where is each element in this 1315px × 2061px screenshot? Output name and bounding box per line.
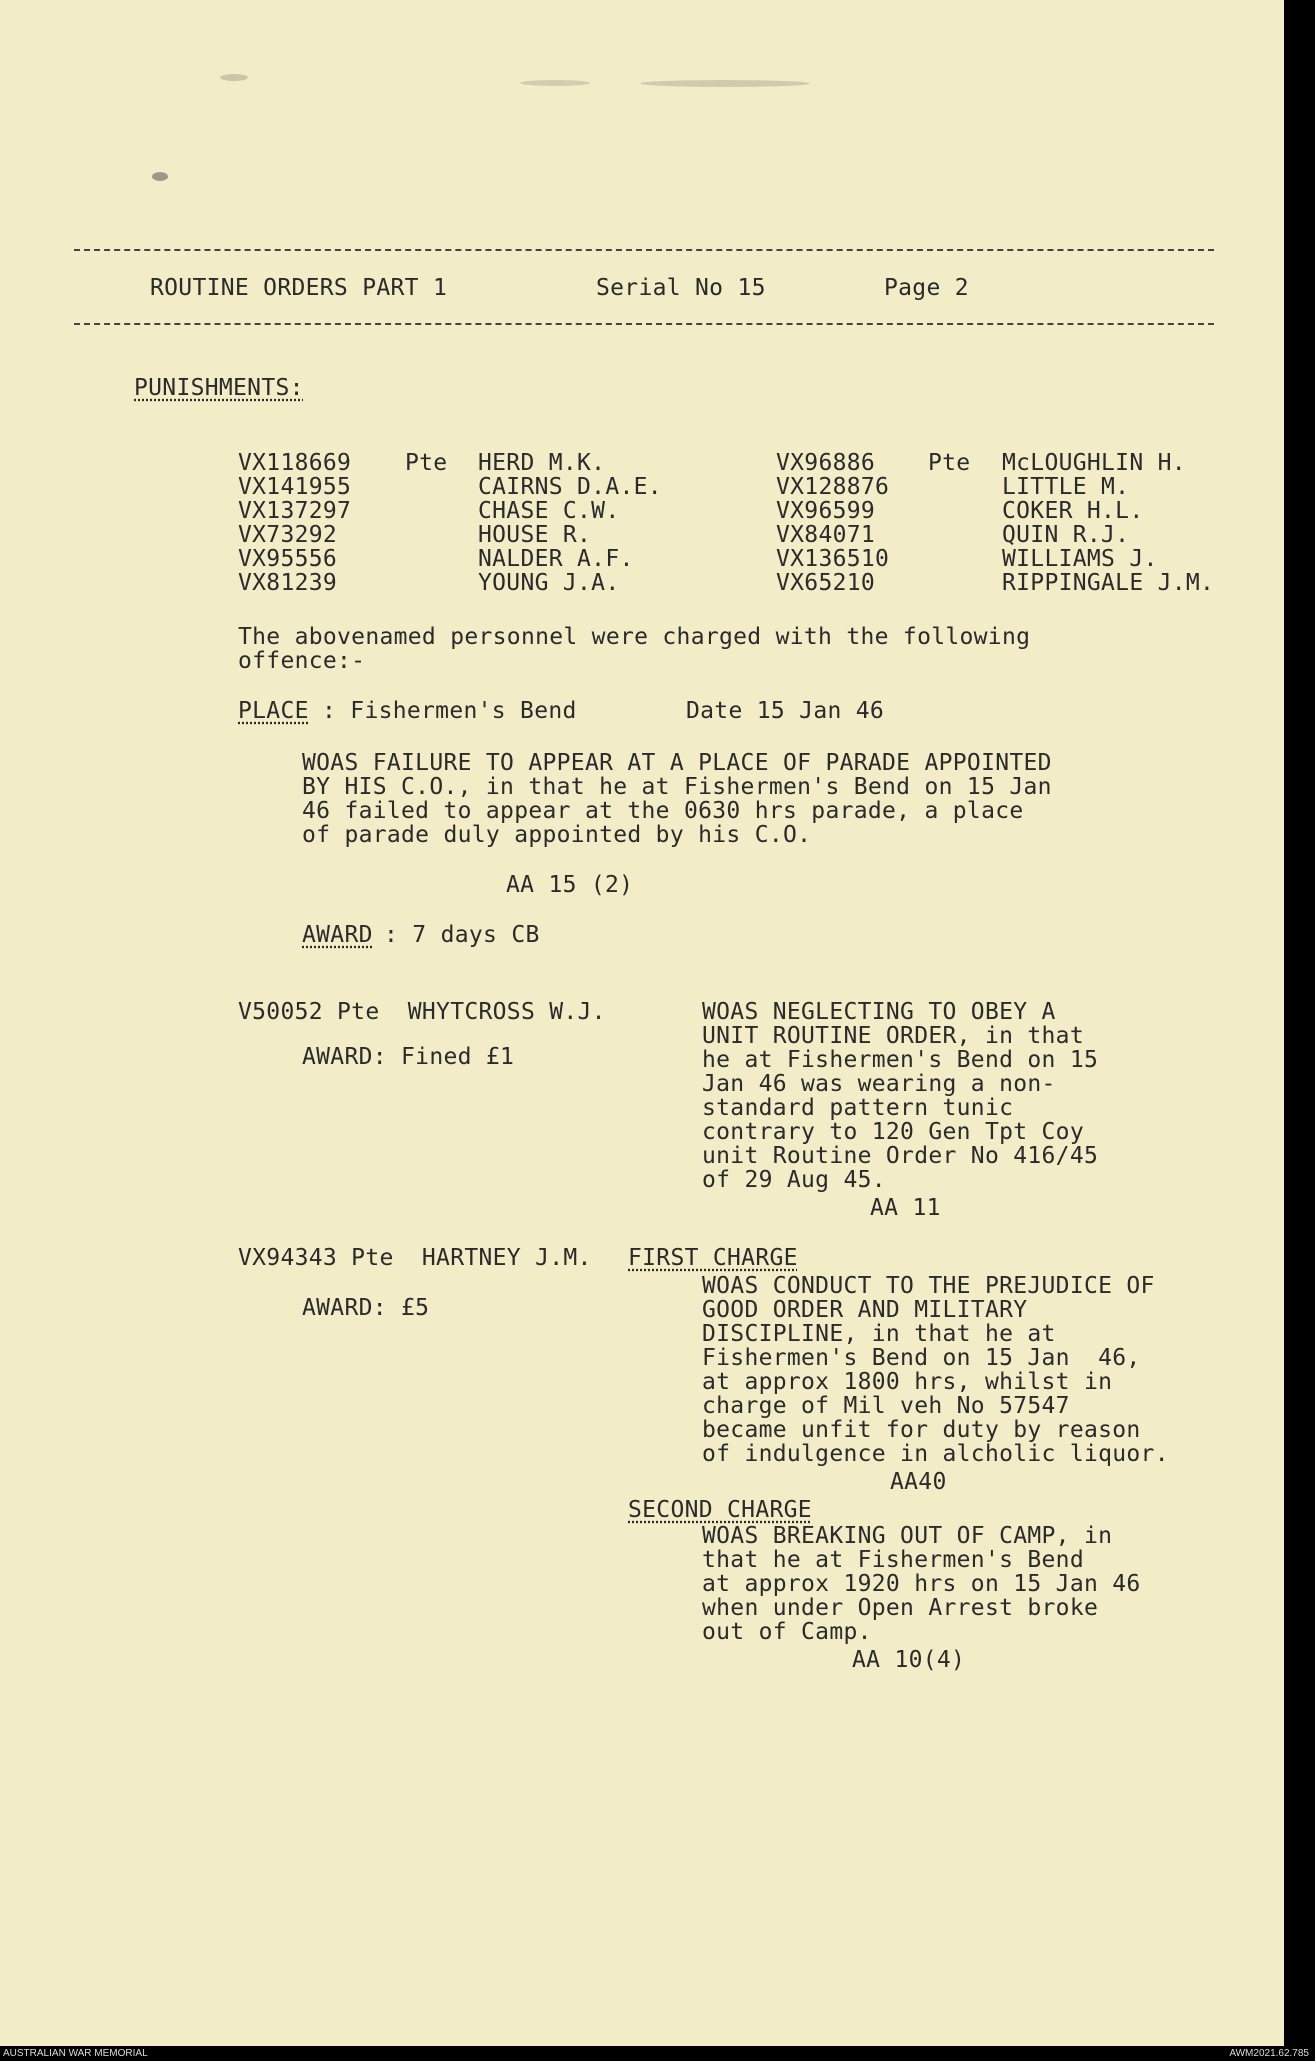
charge-line: standard pattern tunic bbox=[702, 1095, 1014, 1121]
charge-line: contrary to 120 Gen Tpt Coy bbox=[702, 1119, 1084, 1145]
offence-line: 46 failed to appear at the 0630 hrs parade, a place bbox=[302, 798, 1024, 824]
soldier-name: McLOUGHLIN H. bbox=[1002, 450, 1186, 476]
service-number: VX96599 bbox=[776, 498, 876, 524]
offence-date: Date 15 Jan 46 bbox=[686, 698, 885, 724]
army-act-reference: AA 10(4) bbox=[852, 1647, 966, 1673]
intro-line: The abovenamed personnel were charged with the following bbox=[238, 624, 1031, 650]
service-number: VX118669 bbox=[238, 450, 352, 476]
charge-line: GOOD ORDER AND MILITARY bbox=[702, 1297, 1028, 1323]
ink-smudge bbox=[520, 80, 590, 86]
soldier-name: QUIN R.J. bbox=[1002, 522, 1130, 548]
service-number: VX128876 bbox=[776, 474, 890, 500]
offence-line: BY HIS C.O., in that he at Fishermen's Bend on 15 Jan bbox=[302, 774, 1052, 800]
charge-line: WOAS BREAKING OUT OF CAMP, in bbox=[702, 1523, 1113, 1549]
award-label: AWARD bbox=[302, 922, 373, 948]
service-number: VX84071 bbox=[776, 522, 876, 548]
army-act-reference: AA40 bbox=[890, 1469, 947, 1495]
charge-line: he at Fishermen's Bend on 15 bbox=[702, 1047, 1099, 1073]
offence-line: WOAS FAILURE TO APPEAR AT A PLACE OF PARADE APPOINTED bbox=[302, 750, 1052, 776]
serial-number: Serial No 15 bbox=[596, 275, 766, 301]
ink-smudge bbox=[152, 172, 168, 181]
charge-line: of indulgence in alcholic liquor. bbox=[702, 1441, 1169, 1467]
charge-line: WOAS NEGLECTING TO OBEY A bbox=[702, 999, 1056, 1025]
archive-footer bbox=[0, 2046, 1315, 2061]
place-label: PLACE bbox=[238, 698, 309, 724]
soldier-name: WILLIAMS J. bbox=[1002, 546, 1158, 572]
charge-line: DISCIPLINE, in that he at bbox=[702, 1321, 1056, 1347]
charge-line: became unfit for duty by reason bbox=[702, 1417, 1141, 1443]
orders-title: ROUTINE ORDERS PART 1 bbox=[150, 275, 448, 301]
soldier-name: YOUNG J.A. bbox=[478, 570, 620, 596]
archive-name: AUSTRALIAN WAR MEMORIAL bbox=[3, 2048, 148, 2059]
first-charge-label: FIRST CHARGE bbox=[628, 1245, 798, 1271]
soldier-name: HOUSE R. bbox=[478, 522, 592, 548]
charge-line: at approx 1800 hrs, whilst in bbox=[702, 1369, 1113, 1395]
charge-line: UNIT ROUTINE ORDER, in that bbox=[702, 1023, 1084, 1049]
ink-smudge bbox=[640, 80, 810, 87]
catalogue-number: AWM2021.62.785 bbox=[1229, 2048, 1309, 2059]
soldier-name: NALDER A.F. bbox=[478, 546, 634, 572]
service-number: VX95556 bbox=[238, 546, 338, 572]
service-number: VX96886 bbox=[776, 450, 876, 476]
service-number: VX65210 bbox=[776, 570, 876, 596]
rank: Pte bbox=[928, 450, 971, 476]
service-number: VX136510 bbox=[776, 546, 890, 572]
case-award: AWARD: Fined £1 bbox=[302, 1044, 515, 1070]
service-number: VX141955 bbox=[238, 474, 352, 500]
ink-smudge bbox=[220, 74, 248, 81]
intro-line: offence:- bbox=[238, 648, 366, 674]
soldier-name: CAIRNS D.A.E. bbox=[478, 474, 662, 500]
soldier-name: LITTLE M. bbox=[1002, 474, 1130, 500]
place-value: : Fishermen's Bend bbox=[322, 698, 577, 724]
charge-line: Fishermen's Bend on 15 Jan 46, bbox=[702, 1345, 1141, 1371]
charge-line: that he at Fishermen's Bend bbox=[702, 1547, 1084, 1573]
charge-line: of 29 Aug 45. bbox=[702, 1167, 886, 1193]
charge-line: WOAS CONDUCT TO THE PREJUDICE OF bbox=[702, 1273, 1155, 1299]
award-value: : 7 days CB bbox=[384, 922, 540, 948]
charge-line: out of Camp. bbox=[702, 1619, 872, 1645]
second-charge-label: SECOND CHARGE bbox=[628, 1497, 812, 1523]
service-number: VX137297 bbox=[238, 498, 352, 524]
charge-line: when under Open Arrest broke bbox=[702, 1595, 1099, 1621]
soldier-name: RIPPINGALE J.M. bbox=[1002, 570, 1215, 596]
service-number: VX73292 bbox=[238, 522, 338, 548]
soldier-name: CHASE C.W. bbox=[478, 498, 620, 524]
army-act-reference: AA 15 (2) bbox=[506, 872, 634, 898]
charge-line: Jan 46 was wearing a non- bbox=[702, 1071, 1056, 1097]
rank: Pte bbox=[405, 450, 448, 476]
page-number: Page 2 bbox=[884, 275, 969, 301]
charge-line: charge of Mil veh No 57547 bbox=[702, 1393, 1070, 1419]
case-award: AWARD: £5 bbox=[302, 1295, 430, 1321]
soldier-name: COKER H.L. bbox=[1002, 498, 1144, 524]
army-act-reference: AA 11 bbox=[870, 1195, 941, 1221]
case-header: VX94343 Pte HARTNEY J.M. bbox=[238, 1245, 592, 1271]
charge-line: at approx 1920 hrs on 15 Jan 46 bbox=[702, 1571, 1141, 1597]
soldier-name: HERD M.K. bbox=[478, 450, 606, 476]
offence-line: of parade duly appointed by his C.O. bbox=[302, 822, 812, 848]
charge-line: unit Routine Order No 416/45 bbox=[702, 1143, 1099, 1169]
punishments-heading: PUNISHMENTS: bbox=[134, 375, 304, 401]
case-header: V50052 Pte WHYTCROSS W.J. bbox=[238, 999, 606, 1025]
header-bottom-rule bbox=[74, 323, 1214, 325]
header-top-rule bbox=[74, 249, 1214, 251]
service-number: VX81239 bbox=[238, 570, 338, 596]
